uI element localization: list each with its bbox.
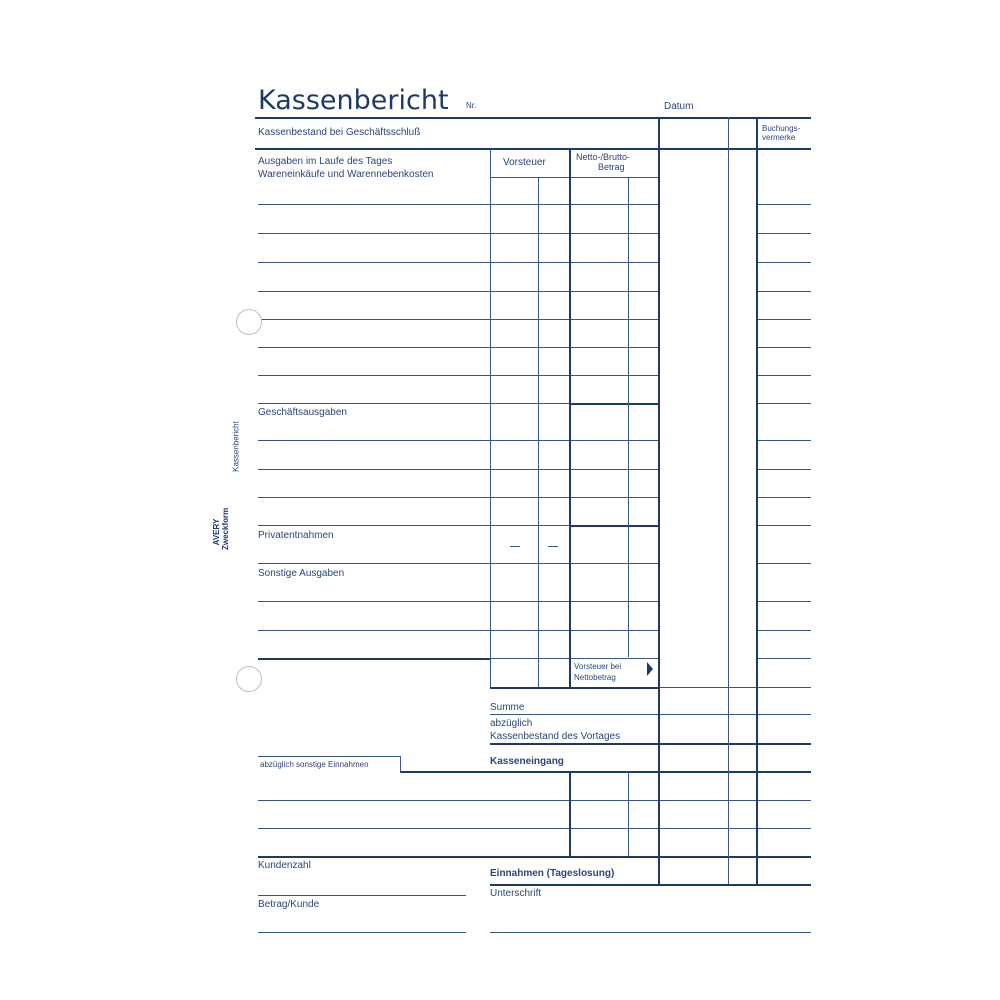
row-line xyxy=(258,233,490,234)
row-line xyxy=(258,291,490,292)
row-line xyxy=(757,497,811,498)
ausgaben-sub: Wareneinkäufe und Warennebenkosten xyxy=(258,169,434,180)
col-line-bold xyxy=(658,117,660,884)
netto-label-2: Betrag xyxy=(598,162,625,172)
row-line xyxy=(757,469,811,470)
row-line xyxy=(490,403,570,404)
col-line xyxy=(728,117,729,884)
row-line xyxy=(757,375,811,376)
arrow-right-icon xyxy=(647,662,653,676)
row-line xyxy=(757,658,811,659)
row-line xyxy=(490,319,659,320)
nr-label: Nr. xyxy=(466,101,477,110)
row-line xyxy=(757,525,811,526)
col-line xyxy=(628,177,629,657)
avery-logo: AVERY Zweckform xyxy=(212,507,230,550)
kundenzahl-label: Kundenzahl xyxy=(258,860,311,871)
vorsteuer-label: Vorsteuer xyxy=(503,157,546,168)
col-line-bold xyxy=(756,117,758,884)
amount-header-rule xyxy=(490,177,659,178)
row-line xyxy=(757,319,811,320)
row-line-bold xyxy=(490,687,659,689)
row-line xyxy=(258,601,490,602)
betrag-kunde-label: Betrag/Kunde xyxy=(258,899,320,910)
row-line xyxy=(490,204,659,205)
buchung-label-1: Buchungs- xyxy=(762,124,801,133)
row-line xyxy=(490,630,659,631)
row-line xyxy=(490,497,659,498)
row-line xyxy=(258,204,490,205)
buchung-label-2: vermerke xyxy=(762,133,796,142)
row-line xyxy=(490,563,659,564)
sonstige-einnahmen-label: abzüglich sonstige Einnahmen xyxy=(260,760,369,769)
col-line-bold xyxy=(569,771,571,856)
row-line xyxy=(757,601,811,602)
einnahmen-label: Einnahmen (Tageslosung) xyxy=(490,868,615,879)
row-line-bold xyxy=(490,743,811,745)
privatentnahmen-label: Privatentnahmen xyxy=(258,530,334,541)
dash-mark xyxy=(510,546,520,547)
subtotal-rule xyxy=(570,525,659,527)
row-line xyxy=(490,375,659,376)
row-line xyxy=(258,375,490,376)
vorsteuer-bei-label-1: Vorsteuer bei xyxy=(574,662,622,671)
datum-label: Datum xyxy=(664,101,694,112)
row-line xyxy=(757,347,811,348)
row-line xyxy=(757,233,811,234)
row-line xyxy=(757,563,811,564)
row-line xyxy=(490,440,659,441)
kassenbestand-vortag-label: Kassenbestand des Vortages xyxy=(490,731,621,742)
row-line-bold xyxy=(490,884,811,886)
dash-mark xyxy=(548,546,558,547)
row-line xyxy=(258,403,490,404)
row-line xyxy=(258,525,490,526)
kasseneingang-label: Kasseneingang xyxy=(490,756,564,767)
row-line xyxy=(258,932,466,933)
row-line xyxy=(490,932,811,933)
row-line xyxy=(258,440,490,441)
row-line-bold xyxy=(258,658,490,660)
row-line xyxy=(757,440,811,441)
row-line xyxy=(490,601,659,602)
row-line xyxy=(490,525,570,526)
sonstige-ausgaben-label: Sonstige Ausgaben xyxy=(258,568,345,579)
row-line xyxy=(258,497,490,498)
ausgaben-heading: Ausgaben im Laufe des Tages xyxy=(258,156,393,167)
row-line-bold xyxy=(400,771,811,773)
row-line xyxy=(490,347,659,348)
row-line xyxy=(490,469,659,470)
col-line xyxy=(490,148,491,687)
side-label: Kassenbericht xyxy=(231,421,241,472)
row-line xyxy=(757,403,811,404)
row-line xyxy=(490,262,659,263)
punch-hole xyxy=(236,309,262,335)
row-line xyxy=(258,630,490,631)
row-line xyxy=(490,714,811,715)
form-title: Kassenbericht xyxy=(258,85,449,116)
vorsteuer-bei-label-2: Nettobetrag xyxy=(574,673,616,682)
row-line xyxy=(757,291,811,292)
col-line xyxy=(538,177,539,687)
col-line xyxy=(628,771,629,856)
col-line-bold xyxy=(569,148,571,687)
row-line xyxy=(258,319,490,320)
row-line xyxy=(258,469,490,470)
row-line xyxy=(490,291,659,292)
punch-hole xyxy=(236,666,262,692)
row-line xyxy=(258,262,490,263)
unterschrift-label: Unterschrift xyxy=(490,888,542,899)
geschaeftsausgaben-label: Geschäftsausgaben xyxy=(258,407,347,418)
row-line xyxy=(757,262,811,263)
row-line xyxy=(258,895,466,896)
row-line xyxy=(659,687,811,688)
summe-label: Summe xyxy=(490,702,525,713)
row-line xyxy=(258,563,490,564)
row-line xyxy=(490,233,659,234)
netto-label-1: Netto-/Brutto- xyxy=(576,152,631,162)
row-line xyxy=(258,347,490,348)
row-line xyxy=(757,630,811,631)
subtotal-rule xyxy=(570,403,659,405)
row-line xyxy=(490,658,659,659)
row-line xyxy=(757,204,811,205)
kassenbestand-label: Kassenbestand bei Geschäftsschluß xyxy=(258,127,421,138)
abzueglich-label: abzüglich xyxy=(490,718,533,729)
